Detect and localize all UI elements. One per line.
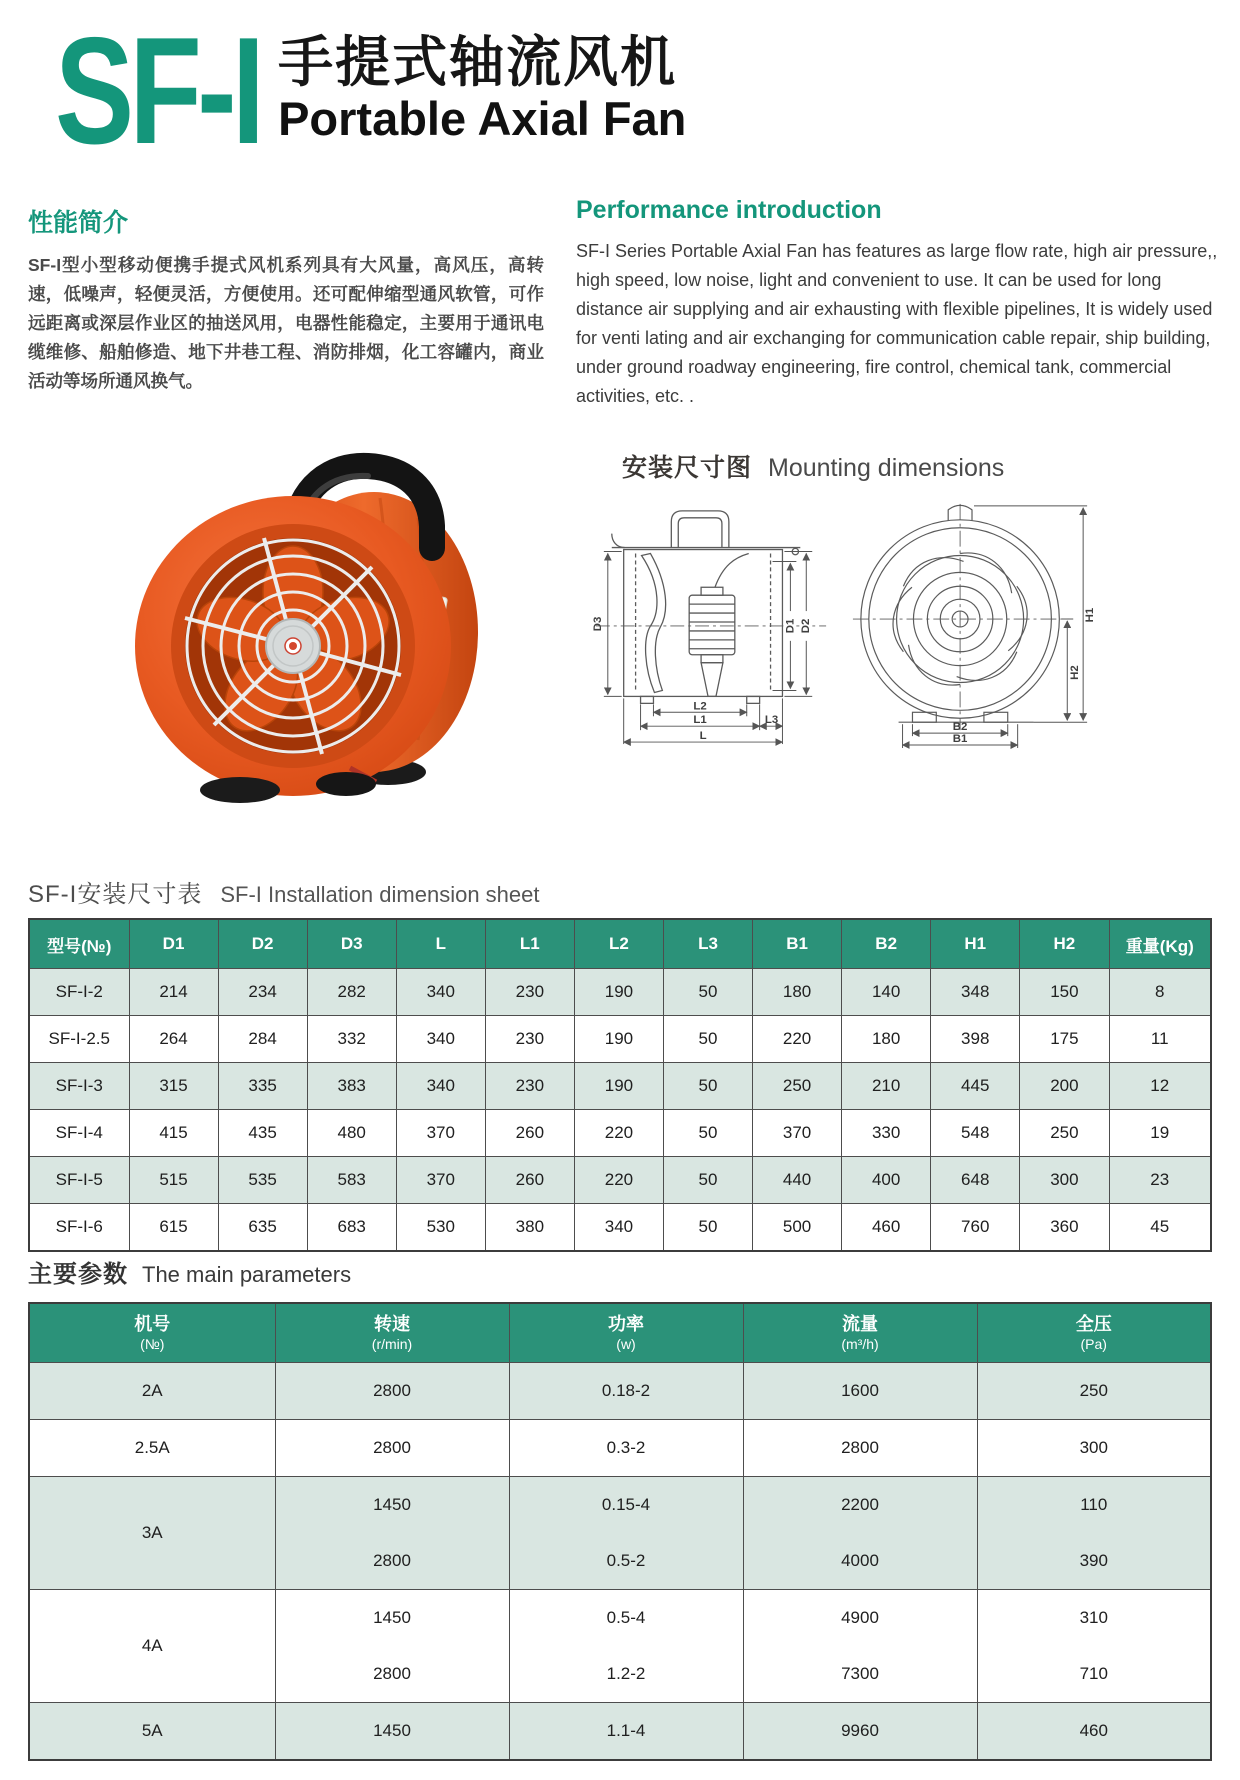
- parameter-value: 0.15-4: [601, 1495, 651, 1514]
- mounting-heading-zh: 安装尺寸图: [622, 454, 753, 482]
- parameter-column-unit: (m³/h): [841, 1336, 879, 1352]
- parameter-value-cell: [509, 1477, 743, 1590]
- parameter-value: 1450: [373, 1721, 411, 1740]
- parameters-table-row: [29, 1477, 1211, 1590]
- side-view-diagram: [578, 492, 846, 750]
- dimension-value-cell: 190: [574, 1063, 663, 1110]
- dimension-value-cell: 615: [129, 1204, 218, 1252]
- dimension-table-row: [29, 1157, 1211, 1204]
- dimension-column-header: L: [396, 919, 485, 969]
- dimension-value-cell: 683: [307, 1204, 396, 1252]
- dimension-column-header: L3: [663, 919, 752, 969]
- dimension-value-cell: 264: [129, 1016, 218, 1063]
- dimension-value-cell: 210: [842, 1063, 931, 1110]
- parameters-table-row: [29, 1703, 1211, 1761]
- parameter-value-cell: [977, 1363, 1211, 1420]
- dimension-value-cell: 635: [218, 1204, 307, 1252]
- dimension-value-cell: 260: [485, 1157, 574, 1204]
- parameter-value: 390: [1079, 1551, 1108, 1570]
- parameter-column-label: 全压: [1075, 1314, 1112, 1334]
- dimension-value-cell: 45: [1109, 1204, 1211, 1252]
- dimension-table-row: [29, 969, 1211, 1016]
- dimension-value-cell: 340: [396, 1016, 485, 1063]
- dimension-column-header: 重量(Kg): [1109, 919, 1211, 969]
- dimension-value-cell: 220: [753, 1016, 842, 1063]
- dimension-value-cell: 284: [218, 1016, 307, 1063]
- dimension-column-header: B2: [842, 919, 931, 969]
- dimension-value-cell: 332: [307, 1016, 396, 1063]
- dimension-value-cell: 548: [931, 1110, 1020, 1157]
- performance-heading-en: Performance introduction: [576, 196, 882, 224]
- parameter-value: 2200: [841, 1495, 879, 1514]
- dimension-column-header: 型号(№): [29, 919, 129, 969]
- parameter-value: 300: [1079, 1438, 1108, 1457]
- parameter-value: 2800: [841, 1438, 879, 1457]
- dimension-value-cell: 234: [218, 969, 307, 1016]
- parameter-value: 7300: [841, 1664, 879, 1683]
- parameter-value: 0.5-2: [606, 1551, 646, 1570]
- dimension-value-cell: 50: [663, 1157, 752, 1204]
- parameter-value-cell: [977, 1590, 1211, 1703]
- parameter-column-header: [977, 1303, 1211, 1363]
- parameters-table-row: [29, 1420, 1211, 1477]
- parameter-value: 1450: [373, 1608, 411, 1627]
- dim-label-h2: H2: [1069, 665, 1082, 680]
- dimension-value-cell: 380: [485, 1204, 574, 1252]
- performance-intro-en: [576, 196, 1228, 411]
- parameter-value-cell: [743, 1703, 977, 1761]
- parameter-value: 1450: [373, 1495, 411, 1514]
- dimension-value-cell: 282: [307, 969, 396, 1016]
- parameter-value-cell: [977, 1477, 1211, 1590]
- dimension-value-cell: 340: [396, 969, 485, 1016]
- dimension-column-header: D1: [129, 919, 218, 969]
- parameter-value: 4900: [841, 1608, 879, 1627]
- dim-label-l3: L3: [764, 714, 779, 727]
- dimension-value-cell: 150: [1020, 969, 1109, 1016]
- parameters-table-container: [28, 1302, 1212, 1761]
- parameter-value-cell: [743, 1363, 977, 1420]
- dimension-sheet-heading-zh: SF-I安装尺寸表: [28, 881, 203, 908]
- dimension-value-cell: 398: [931, 1016, 1020, 1063]
- fan-size-cell: 2A: [29, 1363, 275, 1420]
- parameter-column-label: 机号: [134, 1314, 171, 1334]
- dim-label-h1: H1: [1084, 607, 1097, 623]
- parameter-column-label: 流量: [842, 1314, 878, 1334]
- parameters-table-header-row: [29, 1303, 1211, 1363]
- parameter-value: 110: [1080, 1495, 1108, 1514]
- mounting-heading-en: Mounting dimensions: [768, 454, 1005, 482]
- front-view-diagram: [848, 492, 1098, 750]
- model-cell: SF-I-4: [29, 1110, 129, 1157]
- parameter-value: 1.1-4: [606, 1721, 646, 1740]
- dimension-value-cell: 370: [396, 1110, 485, 1157]
- parameter-value: 0.5-4: [606, 1608, 646, 1627]
- parameter-value: 2800: [373, 1664, 411, 1683]
- parameter-column-label: 转速: [374, 1314, 410, 1334]
- dimension-value-cell: 300: [1020, 1157, 1109, 1204]
- dimension-value-cell: 200: [1020, 1063, 1109, 1110]
- dimension-column-header: H1: [931, 919, 1020, 969]
- dimension-value-cell: 760: [931, 1204, 1020, 1252]
- dimension-value-cell: 535: [218, 1157, 307, 1204]
- model-cell: SF-I-3: [29, 1063, 129, 1110]
- dimension-value-cell: 12: [1109, 1063, 1211, 1110]
- product-title-zh: 手提式轴流风机: [278, 31, 678, 93]
- dimension-table: [28, 918, 1212, 1252]
- dim-label-l1: L1: [693, 714, 707, 727]
- parameter-column-header: [509, 1303, 743, 1363]
- dim-label-l: L: [699, 730, 707, 743]
- dimension-value-cell: 220: [574, 1157, 663, 1204]
- fan-front-foot: [200, 777, 280, 803]
- fan-size-cell: 2.5A: [29, 1420, 275, 1477]
- dimension-value-cell: 383: [307, 1063, 396, 1110]
- parameters-heading-en: The main parameters: [142, 1262, 352, 1287]
- dimension-value-cell: 11: [1109, 1016, 1211, 1063]
- dimension-value-cell: 50: [663, 1110, 752, 1157]
- dimension-column-header: L1: [485, 919, 574, 969]
- parameter-value-cell: [275, 1477, 509, 1590]
- dimension-table-header-row: [29, 919, 1211, 969]
- performance-body-zh: SF-I型小型移动便携手提式风机系列具有大风量，高风压，高转速，低噪声，轻便灵活，方便使用。还可配伸缩型通风软管，可作远距离或深层作业区的抽送风用，电器性能稳定，主要用于通讯电缆维修、船舶修造、地下井巷工程、消防排烟，化工容罐内，商业活动等场所通风换气。: [28, 255, 544, 391]
- dimension-value-cell: 260: [485, 1110, 574, 1157]
- brand-titles: [278, 22, 686, 146]
- parameter-value: 710: [1079, 1664, 1108, 1683]
- dimension-value-cell: 50: [663, 1063, 752, 1110]
- fan-size-cell: 3A: [29, 1477, 275, 1590]
- parameter-value: 310: [1079, 1608, 1108, 1627]
- parameter-value: 1600: [841, 1381, 879, 1400]
- dimension-value-cell: 370: [753, 1110, 842, 1157]
- dimension-value-cell: 330: [842, 1110, 931, 1157]
- parameter-value-cell: [743, 1590, 977, 1703]
- product-title-en: Portable Axial Fan: [278, 92, 687, 145]
- parameter-value-cell: [509, 1363, 743, 1420]
- parameter-value-cell: [275, 1363, 509, 1420]
- dimension-column-header: L2: [574, 919, 663, 969]
- dimension-value-cell: 315: [129, 1063, 218, 1110]
- model-cell: SF-I-6: [29, 1204, 129, 1252]
- parameter-value: 4000: [841, 1551, 879, 1570]
- parameter-value-cell: [509, 1703, 743, 1761]
- parameters-heading-zh: 主要参数: [28, 1261, 128, 1288]
- dimension-value-cell: 250: [1020, 1110, 1109, 1157]
- parameter-value: 2800: [373, 1381, 411, 1400]
- dim-label-b2: B2: [952, 721, 968, 734]
- parameter-column-header: [275, 1303, 509, 1363]
- dimension-value-cell: 50: [663, 1204, 752, 1252]
- performance-body-en: SF-I Series Portable Axial Fan has features as large flow rate, high air pressure,, high speed, low noise, light and convenient to use. It can be used for long distance air supplying and air exhausting with flexible pipelines, It is widely used for venti lating and air exchanging for communication cable repair, ship building, under ground roadway engineering, fire control, chemical tank, commercial activities, etc. .: [576, 241, 1218, 406]
- parameter-value: 250: [1079, 1381, 1108, 1400]
- parameter-value-cell: [275, 1420, 509, 1477]
- dimension-table-row: [29, 1204, 1211, 1252]
- parameter-value-cell: [509, 1590, 743, 1703]
- dimension-table-row: [29, 1110, 1211, 1157]
- model-cell: SF-I-5: [29, 1157, 129, 1204]
- parameter-value-cell: [977, 1703, 1211, 1761]
- dimension-value-cell: 175: [1020, 1016, 1109, 1063]
- dimension-value-cell: 214: [129, 969, 218, 1016]
- dimension-value-cell: 50: [663, 969, 752, 1016]
- dimension-value-cell: 50: [663, 1016, 752, 1063]
- dimension-value-cell: 23: [1109, 1157, 1211, 1204]
- parameter-value: 2800: [373, 1551, 411, 1570]
- dimension-value-cell: 480: [307, 1110, 396, 1157]
- dim-label-d1: D1: [784, 618, 797, 634]
- dimension-value-cell: 583: [307, 1157, 396, 1204]
- dimension-value-cell: 415: [129, 1110, 218, 1157]
- dimension-value-cell: 230: [485, 969, 574, 1016]
- parameter-value-cell: [743, 1420, 977, 1477]
- dimension-value-cell: 348: [931, 969, 1020, 1016]
- parameters-table-row: [29, 1363, 1211, 1420]
- parameter-value-cell: [275, 1590, 509, 1703]
- performance-heading-zh: 性能简介: [28, 209, 129, 237]
- dimension-value-cell: 220: [574, 1110, 663, 1157]
- product-photo: [88, 388, 480, 808]
- dimension-value-cell: 445: [931, 1063, 1020, 1110]
- dim-label-d2: D2: [800, 618, 813, 634]
- parameter-value: 0.18-2: [601, 1381, 651, 1400]
- parameters-table: [28, 1302, 1212, 1761]
- dimension-sheet-heading-en: SF-I Installation dimension sheet: [220, 882, 540, 907]
- dimension-value-cell: 180: [842, 1016, 931, 1063]
- dim-label-b1: B1: [952, 733, 968, 746]
- parameter-column-unit: (w): [616, 1336, 636, 1352]
- parameter-column-header: [743, 1303, 977, 1363]
- parameter-column-label: 功率: [608, 1314, 644, 1334]
- fan-size-cell: 4A: [29, 1590, 275, 1703]
- fan-hub: [266, 619, 320, 673]
- dimension-value-cell: 180: [753, 969, 842, 1016]
- dimension-sheet-heading: [28, 874, 540, 909]
- dimension-value-cell: 190: [574, 969, 663, 1016]
- parameter-column-unit: (r/min): [371, 1336, 413, 1352]
- dimension-value-cell: 370: [396, 1157, 485, 1204]
- brand-logo: SF-I: [55, 6, 261, 176]
- dimension-value-cell: 230: [485, 1016, 574, 1063]
- dimension-value-cell: 440: [753, 1157, 842, 1204]
- dimension-column-header: H2: [1020, 919, 1109, 969]
- mounting-heading: [622, 448, 1004, 484]
- dimension-table-body: [29, 969, 1211, 1252]
- parameter-value-cell: [743, 1477, 977, 1590]
- dimension-value-cell: 460: [842, 1204, 931, 1252]
- dimension-column-header: D3: [307, 919, 396, 969]
- dimension-value-cell: 500: [753, 1204, 842, 1252]
- dimension-value-cell: 19: [1109, 1110, 1211, 1157]
- parameter-value-cell: [275, 1703, 509, 1761]
- dimension-value-cell: 190: [574, 1016, 663, 1063]
- parameter-value: 1.2-2: [606, 1664, 646, 1683]
- dimension-table-container: [28, 918, 1212, 1252]
- model-cell: SF-I-2.5: [29, 1016, 129, 1063]
- parameter-column-header: [29, 1303, 275, 1363]
- parameter-value: 9960: [841, 1721, 879, 1740]
- dimension-value-cell: 530: [396, 1204, 485, 1252]
- dim-label-l2: L2: [693, 700, 707, 713]
- parameters-table-body: [29, 1363, 1211, 1761]
- parameter-column-unit: (Pa): [1080, 1336, 1107, 1352]
- dimension-value-cell: 230: [485, 1063, 574, 1110]
- parameters-table-row: [29, 1590, 1211, 1703]
- dimension-value-cell: 340: [574, 1204, 663, 1252]
- dimension-value-cell: 335: [218, 1063, 307, 1110]
- dimension-column-header: D2: [218, 919, 307, 969]
- brand-header: [55, 6, 687, 176]
- dim-label-d3: D3: [591, 616, 604, 632]
- model-cell: SF-I-2: [29, 969, 129, 1016]
- parameter-value-cell: [977, 1420, 1211, 1477]
- dimension-value-cell: 140: [842, 969, 931, 1016]
- dimension-value-cell: 400: [842, 1157, 931, 1204]
- parameter-value: 0.3-2: [606, 1438, 646, 1457]
- parameter-value: 2800: [373, 1438, 411, 1457]
- dimension-value-cell: 250: [753, 1063, 842, 1110]
- dimension-value-cell: 648: [931, 1157, 1020, 1204]
- dimension-table-row: [29, 1063, 1211, 1110]
- fan-size-cell: 5A: [29, 1703, 275, 1761]
- dimension-value-cell: 360: [1020, 1204, 1109, 1252]
- dimension-value-cell: 340: [396, 1063, 485, 1110]
- parameter-value: 460: [1079, 1721, 1108, 1740]
- parameter-column-unit: (№): [140, 1336, 165, 1352]
- dimension-value-cell: 435: [218, 1110, 307, 1157]
- dimension-table-row: [29, 1016, 1211, 1063]
- parameter-value-cell: [509, 1420, 743, 1477]
- parameters-heading: [28, 1254, 351, 1289]
- dimension-value-cell: 8: [1109, 969, 1211, 1016]
- dimension-value-cell: 515: [129, 1157, 218, 1204]
- dimension-column-header: B1: [753, 919, 842, 969]
- performance-intro-zh: [28, 203, 544, 396]
